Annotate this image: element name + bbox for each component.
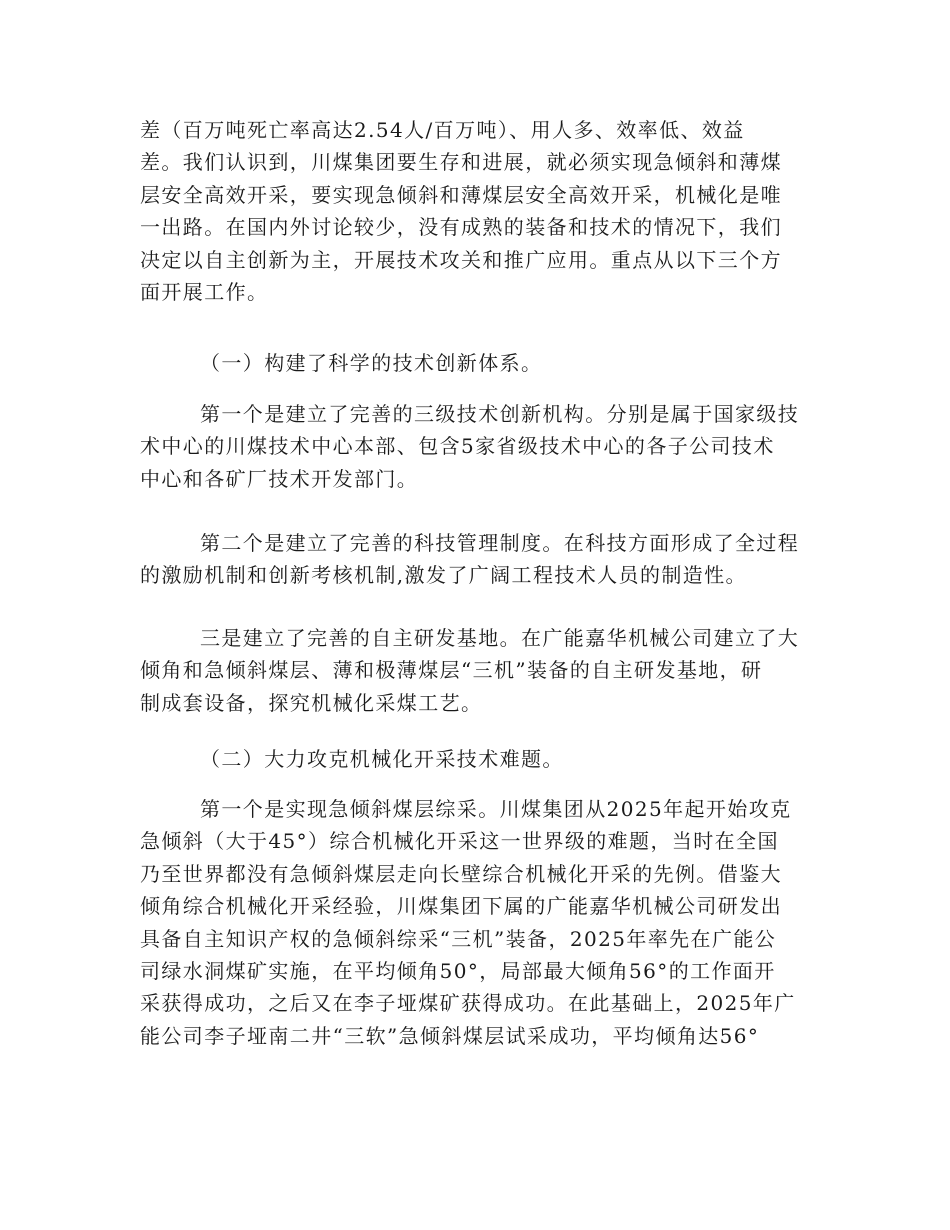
text-line: 采获得成功，之后又在李子垭煤矿获得成功。在此基础上，2025年广 — [140, 991, 796, 1016]
text-line: 差。我们认识到，川煤集团要生存和进展，就必须实现急倾斜和薄煤 — [140, 150, 782, 175]
text-line: 术中心的川煤技术中心本部、包含5家省级技术中心的各子公司技术 — [140, 434, 775, 459]
text-line: 急倾斜（大于45°）综合机械化开采这一世界级的难题，当时在全国 — [140, 829, 779, 854]
text-line: 倾角和急倾斜煤层、薄和极薄煤层“三机”装备的自主研发基地，研 — [140, 658, 763, 683]
heading-text: （二）大力攻克机械化开采技术难题。 — [200, 747, 564, 771]
section-heading-1 — [200, 347, 880, 379]
body-paragraph-5 — [140, 793, 820, 1052]
text-line: 的激励机制和创新考核机制,激发了广阔工程技术人员的制造性。 — [140, 563, 747, 588]
text-line: 具备自主知识产权的急倾斜综采“三机”装备，2025年率先在广能公 — [140, 926, 777, 951]
body-paragraph-2 — [140, 398, 820, 495]
text-line: 乃至世界都没有急倾斜煤层走向长壁综合机械化开采的先例。借鉴大 — [140, 861, 782, 886]
body-paragraph-3 — [140, 527, 820, 592]
text-line: 一出路。在国内外讨论较少，没有成熟的装备和技术的情况下，我们 — [140, 215, 782, 240]
text-line: 差（百万吨死亡率高达2.54人/百万吨）、用人多、效率低、效益 — [140, 118, 745, 142]
text-line: 倾角综合机械化开采经验，川煤集团下属的广能嘉华机械公司研发出 — [140, 894, 782, 919]
text-line: 第一个是实现急倾斜煤层综采。川煤集团从2025年起开始攻克 — [200, 797, 792, 821]
text-line: 第二个是建立了完善的科技管理制度。在科技方面形成了全过程 — [200, 531, 800, 555]
text-line: 制成套设备，探究机械化采煤工艺。 — [140, 690, 483, 715]
text-line: 中心和各矿厂技术开发部门。 — [140, 466, 419, 491]
body-paragraph-4 — [140, 622, 820, 719]
text-line: 决定以自主创新为主，开展技术攻关和推广应用。重点从以下三个方 — [140, 247, 782, 272]
section-heading-2 — [200, 743, 880, 775]
text-line: 层安全高效开采，要实现急倾斜和薄煤层安全高效开采，机械化是唯 — [140, 182, 782, 207]
text-line: 能公司李子垭南二井“三软”急倾斜煤层试采成功，平均倾角达56° — [140, 1023, 760, 1048]
text-line: 三是建立了完善的自主研发基地。在广能嘉华机械公司建立了大 — [200, 626, 800, 650]
text-line: 面开展工作。 — [140, 280, 269, 305]
text-line: 司绿水洞煤矿实施，在平均倾角50°，局部最大倾角56°的工作面开 — [140, 959, 776, 984]
heading-text: （一）构建了科学的技术创新体系。 — [200, 351, 543, 375]
text-line: 第一个是建立了完善的三级技术创新机构。分别是属于国家级技 — [200, 402, 800, 426]
body-paragraph-1 — [140, 114, 820, 308]
